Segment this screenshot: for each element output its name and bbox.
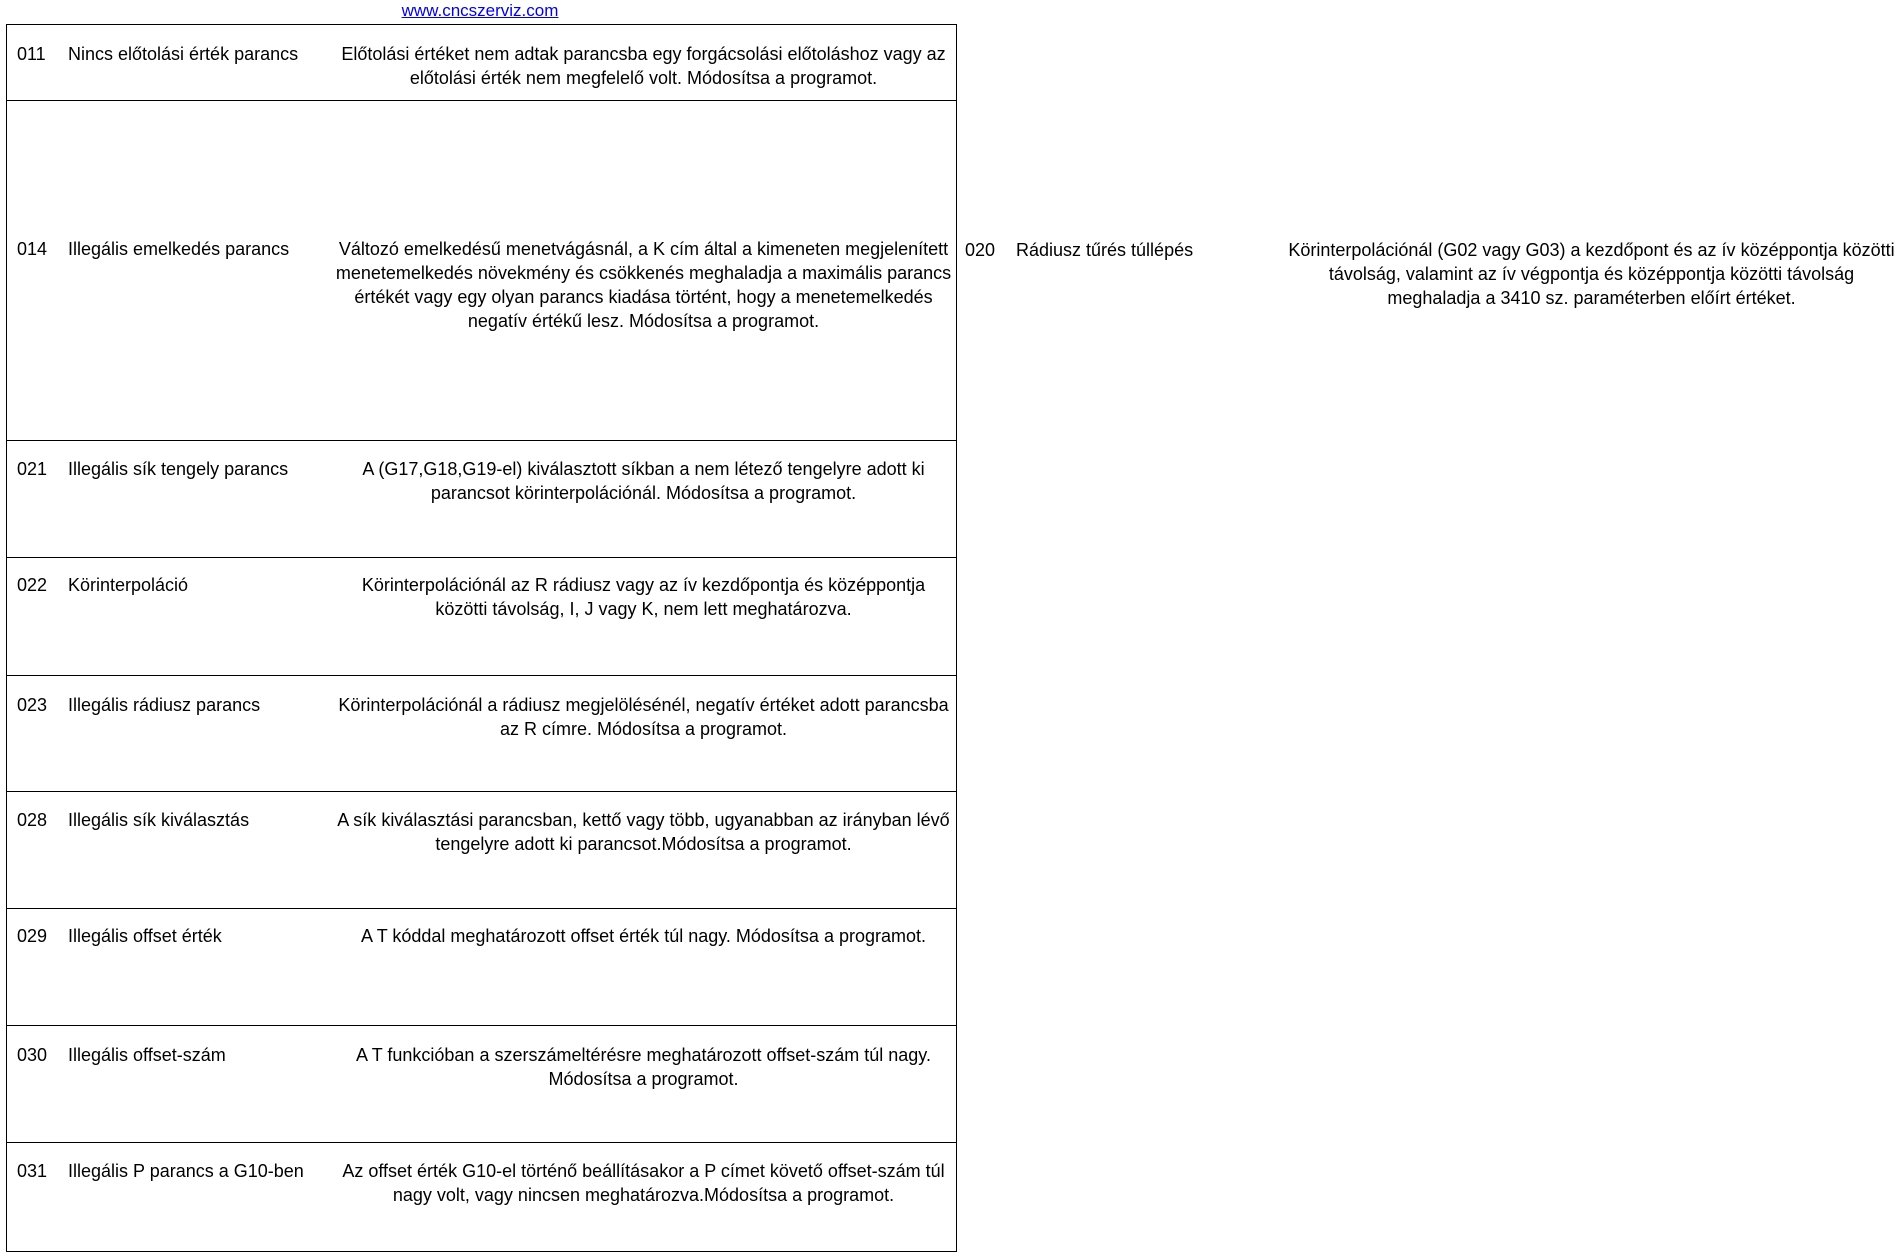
alarm-name: Illegális offset-szám <box>68 1045 226 1065</box>
alarm-description: Körinterpolációnál az R rádiusz vagy az ív kezdőpontja és középpontja közötti távolság, I, J vagy K, nem lett meghatározva. <box>361 575 926 619</box>
alarm-description: Körinterpolációnál (G02 vagy G03) a kezdőpont és az ív középpontja közötti távolság, valamint az ív végpontja és középpontja közötti távolság meghaladja a 3410 sz. paraméterben előírt értéket. <box>1288 240 1895 308</box>
alarm-description: A T kóddal meghatározott offset érték túl nagy. Módosítsa a programot. <box>361 926 926 946</box>
alarm-description: Körinterpolációnál a rádiusz megjelölésénél, negatív értéket adott parancsba az R címre. Módosítsa a programot. <box>338 695 949 739</box>
alarm-description: A (G17,G18,G19-el) kiválasztott síkban a nem létező tengelyre adott ki parancsot körinterpolációnál. Módosítsa a programot. <box>362 459 925 503</box>
alarm-code: 031 <box>17 1161 48 1181</box>
alarm-description: Változó emelkedésű menetvágásnál, a K cím által a kimeneten megjelenített menetemelkedés növekmény és csökkenés meghaladja a maximális parancs értékét vagy egy olyan parancs kiadása történt, hogy a menetemelkedés negatív értékű lesz. Módosítsa a programot. <box>335 239 952 331</box>
alarm-name: Rádiusz tűrés túllépés <box>1016 240 1194 260</box>
alarm-description: Előtolási értéket nem adtak parancsba egy forgácsolási előtoláshoz vagy az előtolási érték nem megfelelő volt. Módosítsa a programot. <box>341 44 946 88</box>
alarm-code: 014 <box>17 239 48 259</box>
alarm-name: Illegális sík kiválasztás <box>68 810 250 830</box>
alarm-name: Illegális rádiusz parancs <box>68 695 261 715</box>
alarm-name: Körinterpoláció <box>68 575 189 595</box>
alarm-name: Illegális emelkedés parancs <box>68 239 290 259</box>
alarm-name: Illegális P parancs a G10-ben <box>68 1161 304 1181</box>
table-row <box>7 558 957 676</box>
site-url-link[interactable]: www.cncszerviz.com <box>401 1 559 20</box>
table-row <box>7 792 957 909</box>
alarm-code-table <box>6 24 1895 1252</box>
alarm-name: Illegális sík tengely parancs <box>68 459 289 479</box>
table-row <box>7 1026 957 1143</box>
alarm-code: 021 <box>17 459 48 479</box>
alarm-code: 022 <box>17 575 48 595</box>
alarm-name: Illegális offset érték <box>68 926 222 946</box>
alarm-name: Nincs előtolási érték parancs <box>68 44 299 64</box>
table-row <box>7 25 957 101</box>
alarm-code: 029 <box>17 926 48 946</box>
table-row <box>7 909 957 1026</box>
alarm-code: 011 <box>17 44 46 64</box>
table-row <box>7 441 957 558</box>
table-row <box>7 101 1895 441</box>
table-row <box>7 676 957 792</box>
alarm-code: 023 <box>17 695 48 715</box>
alarm-description: A sík kiválasztási parancsban, kettő vagy több, ugyanabban az irányban lévő tengelyre adott ki parancsot.Módosítsa a programot. <box>337 810 950 854</box>
alarm-code: 028 <box>17 810 48 830</box>
alarm-description: A T funkcióban a szerszámeltérésre meghatározott offset-szám túl nagy. Módosítsa a programot. <box>356 1045 931 1089</box>
alarm-description: Az offset érték G10-el történő beállításakor a P címet követő offset-szám túl nagy volt, vagy nincsen meghatározva.Módosítsa a programot. <box>342 1161 945 1205</box>
alarm-code: 030 <box>17 1045 48 1065</box>
table-row <box>7 1143 957 1252</box>
alarm-code: 020 <box>965 240 996 260</box>
